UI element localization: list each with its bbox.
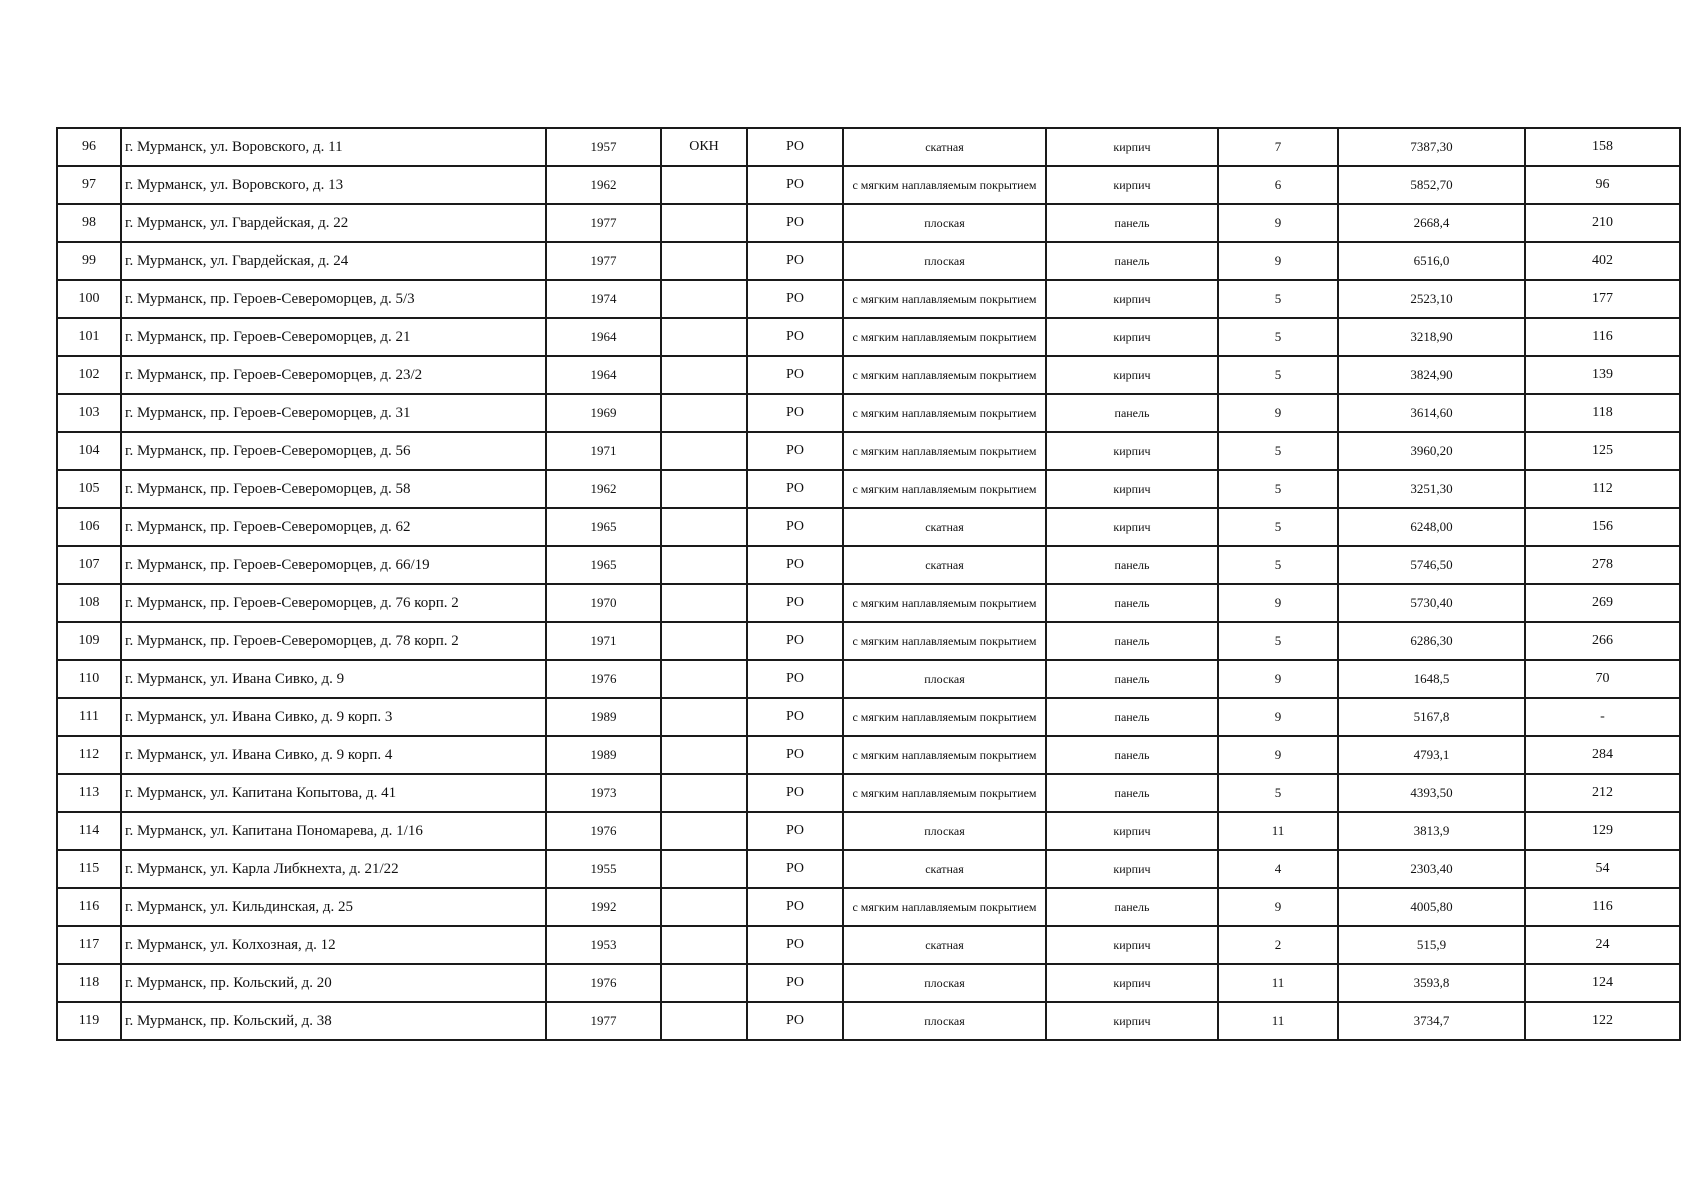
row-number-cell: 102 (57, 356, 121, 394)
program-cell: РО (747, 850, 843, 888)
heritage-status-cell (661, 318, 747, 356)
heritage-status-cell (661, 660, 747, 698)
table-row (57, 242, 1680, 280)
floors-cell: 9 (1218, 204, 1338, 242)
roof-type-cell: с мягким наплавляемым покрытием (843, 698, 1046, 736)
area-cell: 6248,00 (1338, 508, 1525, 546)
table-row (57, 394, 1680, 432)
program-cell: РО (747, 888, 843, 926)
table-row (57, 736, 1680, 774)
table-row (57, 888, 1680, 926)
heritage-status-cell (661, 166, 747, 204)
area-cell: 4793,1 (1338, 736, 1525, 774)
year-built-cell: 1962 (546, 470, 661, 508)
row-number-cell: 118 (57, 964, 121, 1002)
year-built-cell: 1955 (546, 850, 661, 888)
year-built-cell: 1974 (546, 280, 661, 318)
row-number-cell: 97 (57, 166, 121, 204)
residents-cell: - (1525, 698, 1680, 736)
area-cell: 5730,40 (1338, 584, 1525, 622)
area-cell: 3593,8 (1338, 964, 1525, 1002)
table-row (57, 926, 1680, 964)
floors-cell: 9 (1218, 660, 1338, 698)
address-cell: г. Мурманск, пр. Героев-Североморцев, д. 66/19 (121, 546, 546, 584)
heritage-status-cell (661, 964, 747, 1002)
row-number-cell: 109 (57, 622, 121, 660)
roof-type-cell: с мягким наплавляемым покрытием (843, 318, 1046, 356)
table-row (57, 812, 1680, 850)
table-row (57, 432, 1680, 470)
table-row (57, 546, 1680, 584)
row-number-cell: 101 (57, 318, 121, 356)
wall-material-cell: кирпич (1046, 318, 1218, 356)
year-built-cell: 1962 (546, 166, 661, 204)
area-cell: 515,9 (1338, 926, 1525, 964)
floors-cell: 9 (1218, 698, 1338, 736)
wall-material-cell: кирпич (1046, 508, 1218, 546)
address-cell: г. Мурманск, пр. Героев-Североморцев, д. 62 (121, 508, 546, 546)
table-row (57, 128, 1680, 166)
residents-cell: 125 (1525, 432, 1680, 470)
year-built-cell: 1992 (546, 888, 661, 926)
roof-type-cell: плоская (843, 204, 1046, 242)
floors-cell: 4 (1218, 850, 1338, 888)
program-cell: РО (747, 318, 843, 356)
residents-cell: 212 (1525, 774, 1680, 812)
wall-material-cell: панель (1046, 774, 1218, 812)
floors-cell: 5 (1218, 546, 1338, 584)
heritage-status-cell (661, 204, 747, 242)
residents-cell: 156 (1525, 508, 1680, 546)
year-built-cell: 1977 (546, 242, 661, 280)
address-cell: г. Мурманск, пр. Героев-Североморцев, д. 5/3 (121, 280, 546, 318)
floors-cell: 9 (1218, 394, 1338, 432)
address-cell: г. Мурманск, пр. Героев-Североморцев, д. 78 корп. 2 (121, 622, 546, 660)
program-cell: РО (747, 242, 843, 280)
address-cell: г. Мурманск, пр. Героев-Североморцев, д. 76 корп. 2 (121, 584, 546, 622)
wall-material-cell: панель (1046, 736, 1218, 774)
table-row (57, 204, 1680, 242)
row-number-cell: 116 (57, 888, 121, 926)
area-cell: 2668,4 (1338, 204, 1525, 242)
row-number-cell: 99 (57, 242, 121, 280)
wall-material-cell: панель (1046, 698, 1218, 736)
program-cell: РО (747, 774, 843, 812)
program-cell: РО (747, 698, 843, 736)
roof-type-cell: с мягким наплавляемым покрытием (843, 356, 1046, 394)
row-number-cell: 114 (57, 812, 121, 850)
roof-type-cell: с мягким наплавляемым покрытием (843, 584, 1046, 622)
roof-type-cell: плоская (843, 660, 1046, 698)
year-built-cell: 1989 (546, 736, 661, 774)
row-number-cell: 113 (57, 774, 121, 812)
address-cell: г. Мурманск, ул. Гвардейская, д. 22 (121, 204, 546, 242)
area-cell: 4005,80 (1338, 888, 1525, 926)
residents-cell: 284 (1525, 736, 1680, 774)
wall-material-cell: панель (1046, 546, 1218, 584)
heritage-status-cell (661, 470, 747, 508)
heritage-status-cell (661, 850, 747, 888)
roof-type-cell: с мягким наплавляемым покрытием (843, 888, 1046, 926)
residents-cell: 116 (1525, 888, 1680, 926)
heritage-status-cell (661, 622, 747, 660)
program-cell: РО (747, 812, 843, 850)
wall-material-cell: панель (1046, 394, 1218, 432)
year-built-cell: 1971 (546, 622, 661, 660)
roof-type-cell: скатная (843, 546, 1046, 584)
floors-cell: 5 (1218, 470, 1338, 508)
floors-cell: 11 (1218, 812, 1338, 850)
program-cell: РО (747, 508, 843, 546)
floors-cell: 9 (1218, 888, 1338, 926)
residents-cell: 70 (1525, 660, 1680, 698)
floors-cell: 5 (1218, 774, 1338, 812)
area-cell: 6516,0 (1338, 242, 1525, 280)
row-number-cell: 117 (57, 926, 121, 964)
address-cell: г. Мурманск, ул. Капитана Пономарева, д. 1/16 (121, 812, 546, 850)
table-row (57, 622, 1680, 660)
table-row (57, 318, 1680, 356)
area-cell: 1648,5 (1338, 660, 1525, 698)
residents-cell: 402 (1525, 242, 1680, 280)
residents-cell: 158 (1525, 128, 1680, 166)
year-built-cell: 1964 (546, 356, 661, 394)
address-cell: г. Мурманск, пр. Героев-Североморцев, д. 31 (121, 394, 546, 432)
program-cell: РО (747, 204, 843, 242)
floors-cell: 11 (1218, 964, 1338, 1002)
program-cell: РО (747, 926, 843, 964)
heritage-status-cell (661, 432, 747, 470)
roof-type-cell: с мягким наплавляемым покрытием (843, 774, 1046, 812)
row-number-cell: 111 (57, 698, 121, 736)
area-cell: 7387,30 (1338, 128, 1525, 166)
residents-cell: 210 (1525, 204, 1680, 242)
heritage-status-cell (661, 508, 747, 546)
address-cell: г. Мурманск, пр. Героев-Североморцев, д. 21 (121, 318, 546, 356)
roof-type-cell: с мягким наплавляемым покрытием (843, 166, 1046, 204)
year-built-cell: 1965 (546, 546, 661, 584)
residents-cell: 124 (1525, 964, 1680, 1002)
wall-material-cell: кирпич (1046, 812, 1218, 850)
heritage-status-cell (661, 926, 747, 964)
roof-type-cell: с мягким наплавляемым покрытием (843, 432, 1046, 470)
year-built-cell: 1977 (546, 1002, 661, 1040)
residents-cell: 96 (1525, 166, 1680, 204)
address-cell: г. Мурманск, ул. Ивана Сивко, д. 9 корп. 4 (121, 736, 546, 774)
floors-cell: 5 (1218, 318, 1338, 356)
table-row (57, 850, 1680, 888)
roof-type-cell: с мягким наплавляемым покрытием (843, 470, 1046, 508)
housing-register-table (56, 127, 1681, 1041)
residents-cell: 116 (1525, 318, 1680, 356)
area-cell: 3218,90 (1338, 318, 1525, 356)
year-built-cell: 1965 (546, 508, 661, 546)
address-cell: г. Мурманск, пр. Героев-Североморцев, д. 56 (121, 432, 546, 470)
address-cell: г. Мурманск, пр. Кольский, д. 20 (121, 964, 546, 1002)
floors-cell: 9 (1218, 242, 1338, 280)
floors-cell: 9 (1218, 584, 1338, 622)
program-cell: РО (747, 546, 843, 584)
heritage-status-cell (661, 736, 747, 774)
year-built-cell: 1973 (546, 774, 661, 812)
table-row (57, 698, 1680, 736)
table-row (57, 470, 1680, 508)
wall-material-cell: кирпич (1046, 166, 1218, 204)
year-built-cell: 1953 (546, 926, 661, 964)
heritage-status-cell (661, 242, 747, 280)
program-cell: РО (747, 622, 843, 660)
heritage-status-cell (661, 356, 747, 394)
roof-type-cell: с мягким наплавляемым покрытием (843, 394, 1046, 432)
roof-type-cell: плоская (843, 242, 1046, 280)
row-number-cell: 98 (57, 204, 121, 242)
table-row (57, 166, 1680, 204)
row-number-cell: 119 (57, 1002, 121, 1040)
area-cell: 3734,7 (1338, 1002, 1525, 1040)
wall-material-cell: кирпич (1046, 1002, 1218, 1040)
roof-type-cell: скатная (843, 926, 1046, 964)
roof-type-cell: с мягким наплавляемым покрытием (843, 622, 1046, 660)
table-row (57, 964, 1680, 1002)
roof-type-cell: плоская (843, 812, 1046, 850)
roof-type-cell: с мягким наплавляемым покрытием (843, 280, 1046, 318)
roof-type-cell: скатная (843, 128, 1046, 166)
program-cell: РО (747, 280, 843, 318)
wall-material-cell: панель (1046, 242, 1218, 280)
floors-cell: 9 (1218, 736, 1338, 774)
row-number-cell: 112 (57, 736, 121, 774)
year-built-cell: 1989 (546, 698, 661, 736)
wall-material-cell: кирпич (1046, 432, 1218, 470)
year-built-cell: 1970 (546, 584, 661, 622)
row-number-cell: 107 (57, 546, 121, 584)
year-built-cell: 1971 (546, 432, 661, 470)
roof-type-cell: скатная (843, 508, 1046, 546)
row-number-cell: 104 (57, 432, 121, 470)
address-cell: г. Мурманск, ул. Ивана Сивко, д. 9 корп. 3 (121, 698, 546, 736)
wall-material-cell: кирпич (1046, 926, 1218, 964)
floors-cell: 5 (1218, 508, 1338, 546)
row-number-cell: 100 (57, 280, 121, 318)
floors-cell: 5 (1218, 356, 1338, 394)
row-number-cell: 110 (57, 660, 121, 698)
wall-material-cell: панель (1046, 622, 1218, 660)
heritage-status-cell (661, 812, 747, 850)
area-cell: 4393,50 (1338, 774, 1525, 812)
residents-cell: 54 (1525, 850, 1680, 888)
table-row (57, 280, 1680, 318)
address-cell: г. Мурманск, ул. Ивана Сивко, д. 9 (121, 660, 546, 698)
area-cell: 6286,30 (1338, 622, 1525, 660)
floors-cell: 11 (1218, 1002, 1338, 1040)
program-cell: РО (747, 584, 843, 622)
wall-material-cell: панель (1046, 888, 1218, 926)
roof-type-cell: с мягким наплавляемым покрытием (843, 736, 1046, 774)
floors-cell: 5 (1218, 432, 1338, 470)
table-row (57, 660, 1680, 698)
program-cell: РО (747, 166, 843, 204)
wall-material-cell: кирпич (1046, 128, 1218, 166)
residents-cell: 139 (1525, 356, 1680, 394)
table-row (57, 584, 1680, 622)
heritage-status-cell (661, 774, 747, 812)
area-cell: 3614,60 (1338, 394, 1525, 432)
row-number-cell: 115 (57, 850, 121, 888)
wall-material-cell: панель (1046, 660, 1218, 698)
row-number-cell: 106 (57, 508, 121, 546)
program-cell: РО (747, 394, 843, 432)
row-number-cell: 105 (57, 470, 121, 508)
address-cell: г. Мурманск, ул. Воровского, д. 11 (121, 128, 546, 166)
table-row (57, 1002, 1680, 1040)
address-cell: г. Мурманск, пр. Героев-Североморцев, д. 58 (121, 470, 546, 508)
floors-cell: 2 (1218, 926, 1338, 964)
row-number-cell: 103 (57, 394, 121, 432)
floors-cell: 6 (1218, 166, 1338, 204)
area-cell: 2303,40 (1338, 850, 1525, 888)
program-cell: РО (747, 432, 843, 470)
wall-material-cell: кирпич (1046, 356, 1218, 394)
residents-cell: 122 (1525, 1002, 1680, 1040)
area-cell: 3960,20 (1338, 432, 1525, 470)
program-cell: РО (747, 1002, 843, 1040)
address-cell: г. Мурманск, пр. Кольский, д. 38 (121, 1002, 546, 1040)
residents-cell: 177 (1525, 280, 1680, 318)
program-cell: РО (747, 470, 843, 508)
residents-cell: 129 (1525, 812, 1680, 850)
residents-cell: 269 (1525, 584, 1680, 622)
wall-material-cell: кирпич (1046, 850, 1218, 888)
heritage-status-cell (661, 698, 747, 736)
table-row (57, 774, 1680, 812)
roof-type-cell: скатная (843, 850, 1046, 888)
heritage-status-cell (661, 394, 747, 432)
roof-type-cell: плоская (843, 1002, 1046, 1040)
program-cell: РО (747, 356, 843, 394)
program-cell: РО (747, 660, 843, 698)
residents-cell: 118 (1525, 394, 1680, 432)
area-cell: 5167,8 (1338, 698, 1525, 736)
year-built-cell: 1964 (546, 318, 661, 356)
row-number-cell: 108 (57, 584, 121, 622)
heritage-status-cell (661, 888, 747, 926)
address-cell: г. Мурманск, ул. Капитана Копытова, д. 41 (121, 774, 546, 812)
wall-material-cell: кирпич (1046, 964, 1218, 1002)
wall-material-cell: кирпич (1046, 280, 1218, 318)
wall-material-cell: панель (1046, 204, 1218, 242)
address-cell: г. Мурманск, ул. Колхозная, д. 12 (121, 926, 546, 964)
heritage-status-cell (661, 280, 747, 318)
table-body (57, 128, 1680, 1040)
table-row (57, 356, 1680, 394)
residents-cell: 266 (1525, 622, 1680, 660)
floors-cell: 7 (1218, 128, 1338, 166)
area-cell: 5746,50 (1338, 546, 1525, 584)
residents-cell: 278 (1525, 546, 1680, 584)
wall-material-cell: панель (1046, 584, 1218, 622)
year-built-cell: 1976 (546, 812, 661, 850)
address-cell: г. Мурманск, ул. Гвардейская, д. 24 (121, 242, 546, 280)
area-cell: 5852,70 (1338, 166, 1525, 204)
table-row (57, 508, 1680, 546)
address-cell: г. Мурманск, ул. Кильдинская, д. 25 (121, 888, 546, 926)
row-number-cell: 96 (57, 128, 121, 166)
address-cell: г. Мурманск, ул. Воровского, д. 13 (121, 166, 546, 204)
heritage-status-cell (661, 584, 747, 622)
wall-material-cell: кирпич (1046, 470, 1218, 508)
area-cell: 3251,30 (1338, 470, 1525, 508)
year-built-cell: 1957 (546, 128, 661, 166)
floors-cell: 5 (1218, 622, 1338, 660)
address-cell: г. Мурманск, ул. Карла Либкнехта, д. 21/22 (121, 850, 546, 888)
roof-type-cell: плоская (843, 964, 1046, 1002)
area-cell: 3813,9 (1338, 812, 1525, 850)
heritage-status-cell (661, 1002, 747, 1040)
area-cell: 2523,10 (1338, 280, 1525, 318)
program-cell: РО (747, 736, 843, 774)
heritage-status-cell: ОКН (661, 128, 747, 166)
year-built-cell: 1976 (546, 964, 661, 1002)
address-cell: г. Мурманск, пр. Героев-Североморцев, д. 23/2 (121, 356, 546, 394)
residents-cell: 112 (1525, 470, 1680, 508)
year-built-cell: 1977 (546, 204, 661, 242)
program-cell: РО (747, 128, 843, 166)
floors-cell: 5 (1218, 280, 1338, 318)
area-cell: 3824,90 (1338, 356, 1525, 394)
year-built-cell: 1976 (546, 660, 661, 698)
year-built-cell: 1969 (546, 394, 661, 432)
program-cell: РО (747, 964, 843, 1002)
residents-cell: 24 (1525, 926, 1680, 964)
heritage-status-cell (661, 546, 747, 584)
